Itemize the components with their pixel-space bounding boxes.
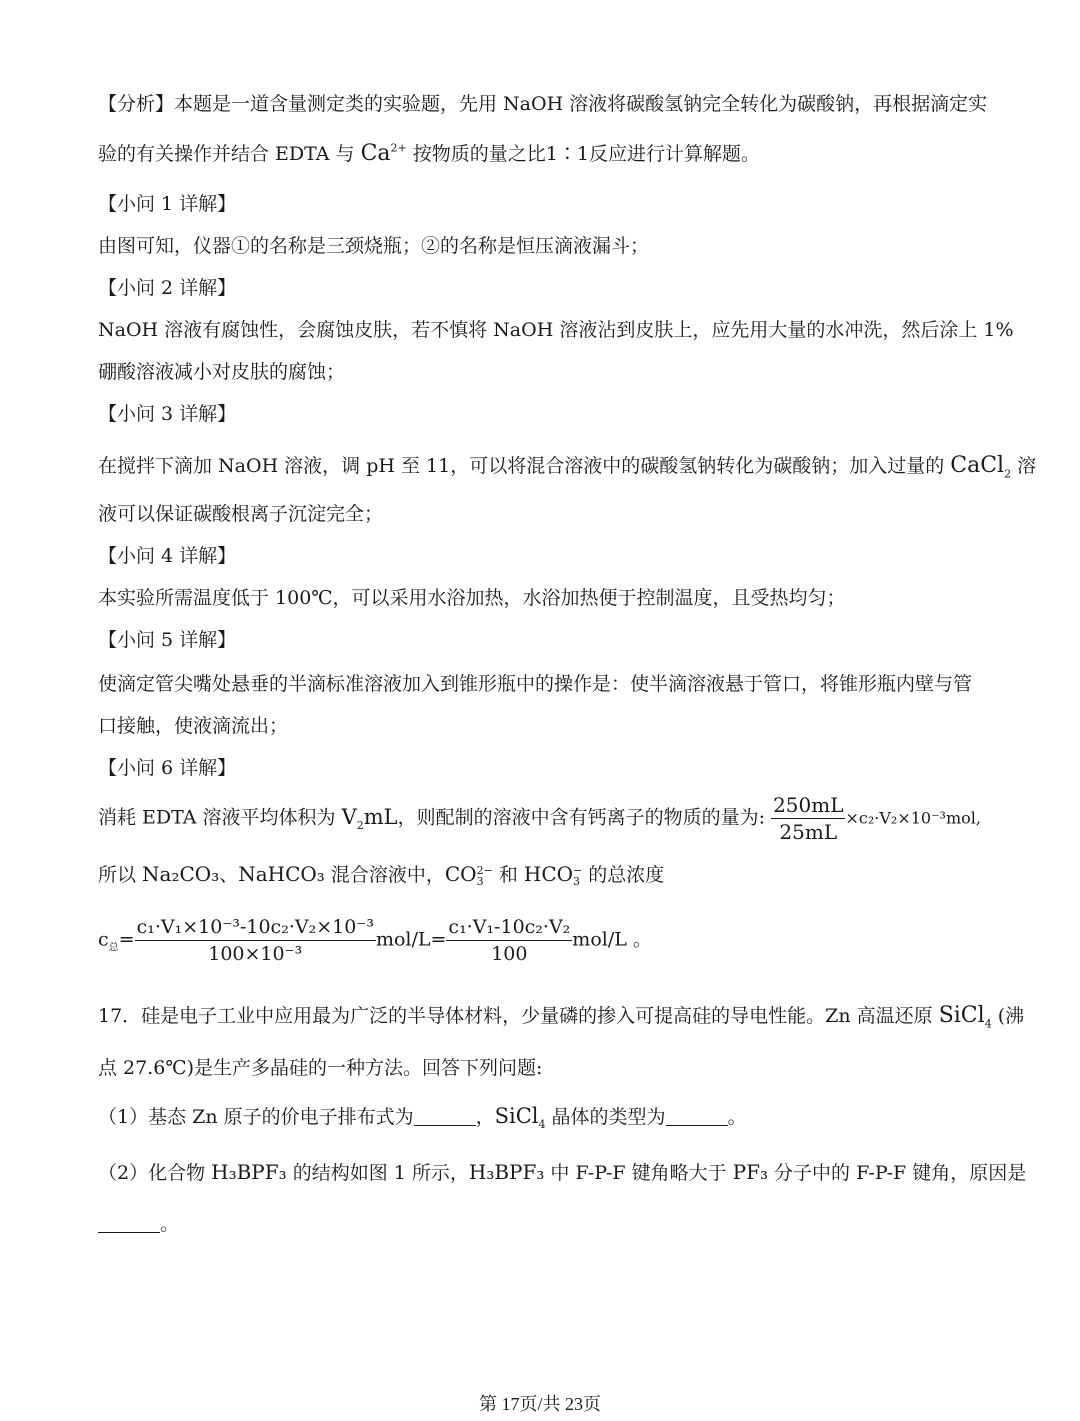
cacl-symbol: CaCl [950,453,1005,478]
hco3-subscript: 3 [573,874,581,888]
ca-symbol: Ca [360,141,391,166]
cacl2-formula [950,453,1012,481]
q4-body: 本实验所需温度低于 100℃，可以采用水浴加热，水浴加热便于控制温度，且受热均匀； [98,587,846,609]
q17-part-2-line-2 [98,1212,179,1236]
q3-text-end: 溶 [1011,455,1037,477]
q3-heading: 【小问 3 详解】 [98,403,237,425]
part-2-text-3: 中 F-P-F 键角略大于 [544,1162,733,1184]
h3bpf3-formula-2: H₃BPF₃ [468,1160,545,1184]
q6-body-2 [98,862,664,887]
sicl4-formula-2 [494,1104,546,1132]
carbonate-ion [445,862,493,886]
ratio-fraction [771,792,845,845]
q17-text: 17．硅是电子工业中应用最为广泛的半导体材料，少量磷的掺入可提高硅的导电性能。Zn 高温还原 [98,1005,939,1027]
part-2-end: 。 [160,1213,180,1235]
answer-blank-2[interactable] [666,1107,728,1126]
q1-heading: 【小问 1 详解】 [98,193,237,215]
v-unit: mL [363,804,398,829]
bicarbonate-ion [524,862,582,886]
part-2-text-4: 分子中的 F-P-F 键角，原因是 [768,1162,1027,1184]
q6-heading: 【小问 6 详解】 [98,757,237,779]
q17-line-2: 点 27.6℃)是生产多晶硅的一种方法。回答下列问题: [98,1057,543,1079]
q3-body-2: 液可以保证碳酸根离子沉淀完全； [98,503,384,525]
fraction-1-denominator: 100×10⁻³ [208,943,303,965]
q2-body-2: 硼酸溶液减小对皮肤的腐蚀； [98,361,346,383]
co3-symbol: CO [444,862,477,886]
fraction-2-denominator: 100 [491,943,528,965]
q6-body-1 [98,792,981,845]
q6-body2-sep: 、 [219,864,239,886]
sicl-symbol-2: SiCl [494,1104,539,1128]
v-symbol: V [341,804,357,829]
sicl-subscript: 4 [984,1017,992,1031]
q17-part-2 [98,1160,1026,1185]
q4-heading: 【小问 4 详解】 [98,545,237,567]
hco3-charge: − [573,863,583,877]
part-2-text: （2）化合物 [98,1162,212,1184]
formula-c: c [98,928,109,951]
answer-blank-3[interactable] [98,1214,160,1233]
q2-heading: 【小问 2 详解】 [98,277,237,299]
q3-body-1 [98,453,1037,481]
formula-fraction-1 [135,914,376,967]
page-footer: 第 17页/共 23页 [478,1394,601,1414]
analysis-line-2 [98,142,760,166]
hco3-symbol: HCO [523,862,574,886]
analysis-line-1: 【分析】本题是一道含量测定类的实验题，先用 NaOH 溶液将碳酸氢钠完全转化为碳酸钠，再根据滴定实 [98,93,988,115]
co3-subscript: 3 [476,874,484,888]
q6-body2-end: 的总浓度 [582,864,665,886]
part-2-text-2: 的结构如图 1 所示， [286,1162,469,1184]
concentration-formula [98,914,652,967]
h3bpf3-formula: H₃BPF₃ [211,1160,287,1184]
ca-charge: 2+ [390,141,407,155]
formula-fraction-2 [446,914,572,967]
q5-body-1: 使滴定管尖嘴处悬垂的半滴标准溶液加入到锥形瓶中的操作是：使半滴溶液悬于管口，将锥形瓶内壁与管 [98,673,973,695]
analysis-text: 验的有关操作并结合 EDTA 与 [98,143,361,165]
cacl-subscript: 2 [1004,467,1012,481]
q3-text: 在搅拌下滴加 NaOH 溶液，调 pH 至 11，可以将混合溶液中的碳酸氢钠转化为碳酸钠；加入过量的 [98,455,951,477]
formula-equals: = [118,928,135,951]
analysis-text-end: 按物质的量之比1∶1反应进行计算解题。 [406,143,760,165]
pf3-formula: PF₃ [732,1160,769,1184]
q6-body2-and: 和 [492,864,524,886]
ratio-numerator: 250mL [773,793,844,817]
q17-line-1 [98,1003,1025,1031]
sicl4-formula [938,1003,992,1031]
part-1-sep: ， [475,1106,495,1128]
part-1-end: 。 [727,1106,747,1128]
q17-part-1 [98,1104,747,1132]
formula-end: mol/L 。 [572,928,652,951]
na2co3-formula: Na₂CO₃ [142,862,220,886]
v2-volume [341,804,398,832]
q5-body-2: 口接触，使液滴流出； [98,715,289,737]
sicl-subscript-2: 4 [538,1118,546,1132]
answer-blank-1[interactable] [414,1107,476,1126]
co3-charge: 2− [476,863,493,877]
v-subscript: 2 [356,818,364,832]
q6-text: 消耗 EDTA 溶液平均体积为 [98,806,342,829]
calcium-ion [361,141,407,166]
q5-heading: 【小问 5 详解】 [98,629,237,651]
q6-text-mid: ，则配制的溶液中含有钙离子的物质的量为: [397,806,772,829]
formula-mid: mol/L= [375,928,447,951]
q1-body: 由图可知，仪器①的名称是三颈烧瓶；②的名称是恒压滴液漏斗； [98,235,650,257]
ratio-denominator: 25mL [779,820,838,844]
nahco3-formula: NaHCO₃ [238,862,325,886]
q17-text-end: (沸 [991,1005,1025,1027]
formula-subscript: 总 [108,942,119,954]
q6-body2-text: 所以 [98,864,143,886]
q2-body-1: NaOH 溶液有腐蚀性，会腐蚀皮肤，若不慎将 NaOH 溶液沾到皮肤上，应先用大量的水冲洗，然后涂上 1% [98,319,1014,341]
part-1-text-2: 晶体的类型为 [545,1106,666,1128]
part-1-text: （1）基态 Zn 原子的价电子排布式为 [98,1106,414,1128]
q6-text-end: ×c₂·V₂×10⁻³mol, [845,808,981,828]
fraction-2-numerator: c₁·V₁-10c₂·V₂ [446,914,572,941]
q6-body2-mid: 混合溶液中， [324,864,445,886]
sicl-symbol: SiCl [938,1003,985,1028]
fraction-1-numerator: c₁·V₁×10⁻³-10c₂·V₂×10⁻³ [135,914,376,941]
